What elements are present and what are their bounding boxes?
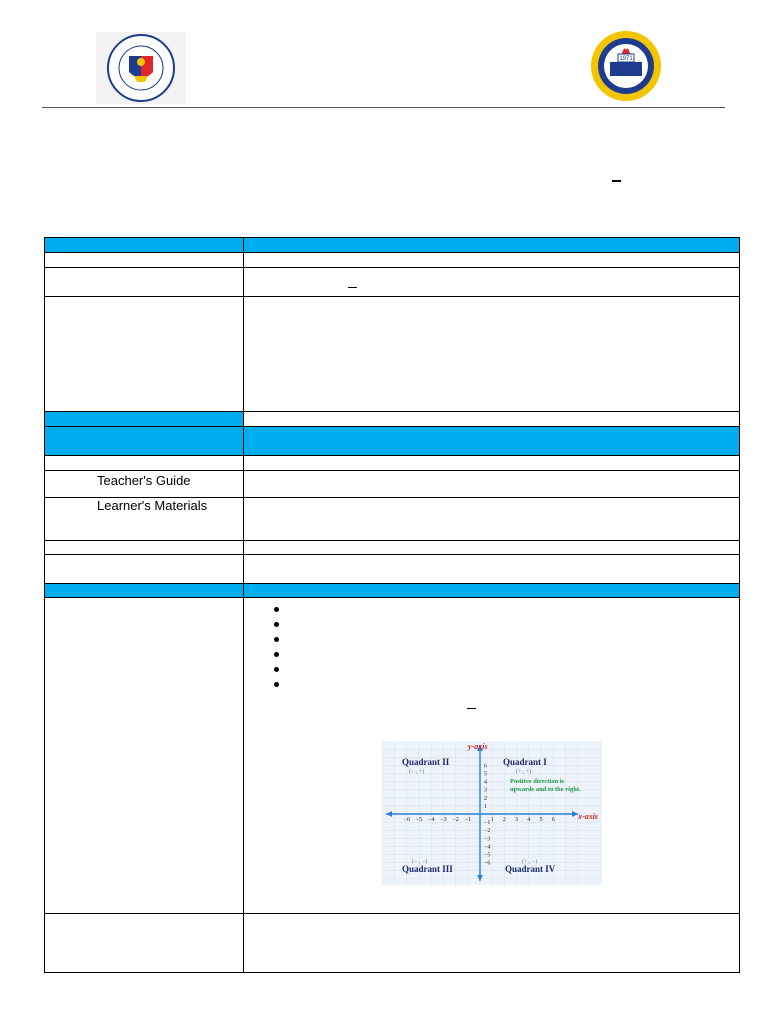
y-tick-label: 2 [484,795,487,802]
quadrant-1-signs: (+ , +) [516,769,532,775]
coordinate-plane-figure [382,741,602,885]
x-tick-label: 6 [551,817,555,823]
table-row [45,253,739,268]
teachers-guide-label: Teacher's Guide [97,473,191,488]
y-tick-label: 5 [484,771,487,778]
coordinate-plane [382,741,602,885]
dash-mark [612,180,621,182]
quadrant-2-signs: (− , +) [409,769,425,775]
table-row-teachers-guide [45,471,739,498]
table-row [45,268,739,297]
quadrant-4-signs: (+ , −) [522,859,538,865]
x-tick-label: 1 [490,817,494,823]
quadrant-2-label: Quadrant II [402,757,450,767]
quadrant-1-label: Quadrant I [503,757,547,767]
y-tick-label: 4 [484,779,487,786]
x-tick-label: 2 [502,817,506,823]
deped-seal [96,32,186,104]
y-tick-label: −2 [484,828,491,835]
x-tick-label: −3 [440,817,447,823]
y-tick-label: 1 [484,803,487,810]
dash-mark [348,287,357,288]
table-row [45,297,739,412]
y-tick-label: −4 [484,844,491,851]
section-header-row [45,427,739,456]
table-row-learners-materials [45,498,739,541]
table-row [45,541,739,555]
school-seal-year: 1971 [619,56,633,62]
school-seal [580,30,672,102]
table-row [45,555,739,584]
header-rule [42,107,725,108]
y-tick-label: −6 [484,860,491,867]
y-axis-label: y-axis [468,742,488,751]
y-tick-label: 6 [484,763,487,770]
list-item [269,662,289,677]
table-row [45,456,739,471]
y-tick-label: −3 [484,836,491,843]
dash-mark [467,708,476,709]
y-tick-label: −1 [484,820,491,827]
table-header-row [45,238,739,253]
x-tick-label: 4 [527,817,531,823]
positive-direction-note: Positive direction is upwards and to the right. [510,778,581,793]
x-tick-label: −1 [464,817,471,823]
list-item [269,632,289,647]
list-item [269,677,289,692]
y-axis-arrow-down [477,875,483,881]
bullet-list [269,602,289,692]
list-item [269,602,289,617]
x-tick-label: −6 [403,817,410,823]
quadrant-3-signs: (− , −) [412,859,428,865]
y-tick-label: −5 [484,852,491,859]
section-header-row [45,584,739,598]
x-tick-label: 5 [539,817,543,823]
x-tick-label: −4 [428,817,435,823]
x-axis-arrow-left [386,811,392,817]
learners-materials-label: Learner's Materials [97,498,208,513]
x-axis-label: x-axis [578,812,598,821]
x-tick-label: −5 [415,817,423,823]
x-tick-label: −2 [452,817,459,823]
x-tick-label: 3 [515,817,519,823]
table-row [45,914,739,972]
list-item [269,617,289,632]
y-tick-label: 3 [484,787,487,794]
quadrant-3-label: Quadrant III [402,864,453,874]
section-header-row [45,412,739,427]
list-item [269,647,289,662]
quadrant-4-label: Quadrant IV [505,864,556,874]
